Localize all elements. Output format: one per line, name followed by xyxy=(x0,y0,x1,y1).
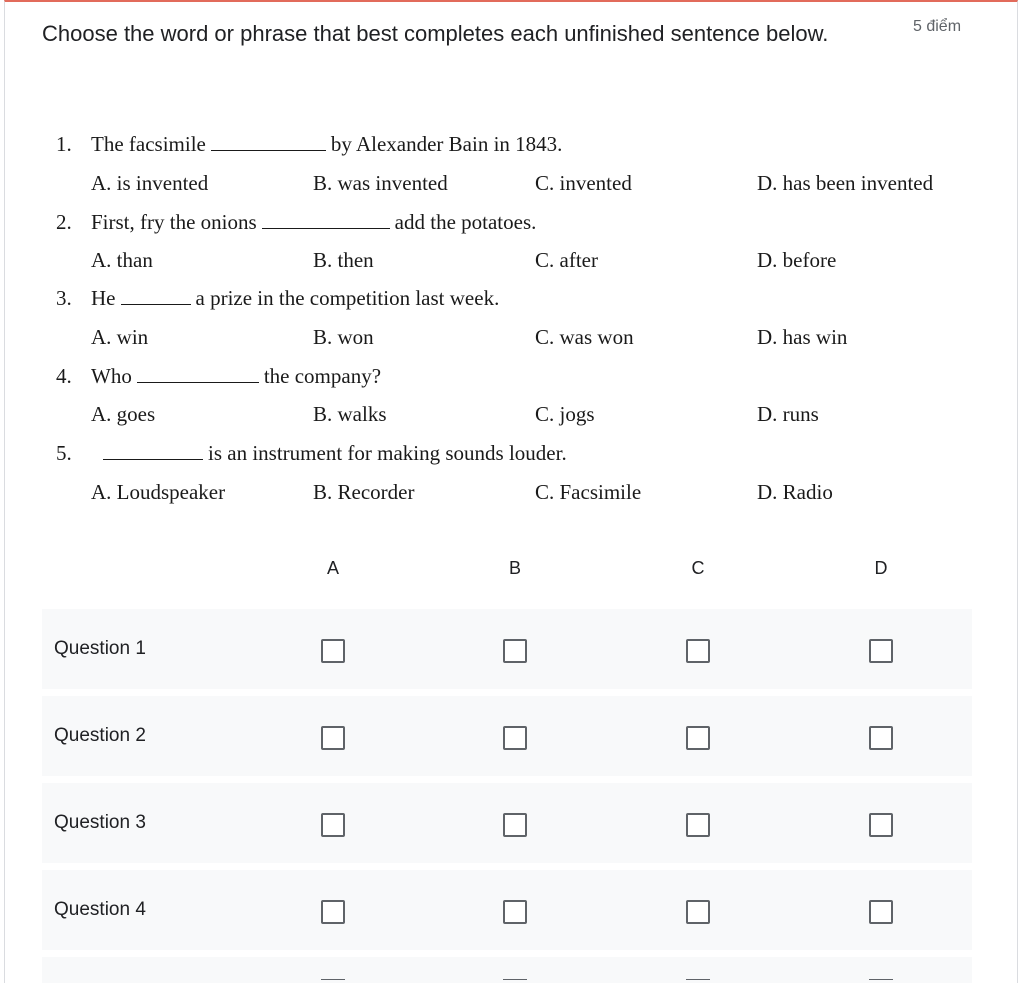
checkbox-q1-b[interactable] xyxy=(503,639,527,663)
item-number: 1. xyxy=(56,132,72,156)
blank-line xyxy=(262,227,390,229)
row-label: Question 2 xyxy=(54,725,146,746)
checkbox-q2-d[interactable] xyxy=(869,726,893,750)
row-label: Question 1 xyxy=(54,638,146,659)
checkbox-q2-c[interactable] xyxy=(686,726,710,750)
checkbox-q3-c[interactable] xyxy=(686,813,710,837)
checkbox-top-edge[interactable] xyxy=(503,979,527,980)
column-header-a: A xyxy=(326,558,339,578)
question-title: Choose the word or phrase that best completes each unfinished sentence below. xyxy=(42,21,829,46)
item-stem xyxy=(91,364,381,389)
option-c: C. was won xyxy=(535,325,634,349)
grid-row-question-3 xyxy=(42,783,972,863)
option-d: D. Radio xyxy=(757,480,833,504)
option-d: D. has win xyxy=(757,325,848,349)
checkbox-q1-c[interactable] xyxy=(686,639,710,663)
points-label: 5 điểm xyxy=(913,18,962,35)
grid-row-question-1 xyxy=(42,609,972,689)
checkbox-top-edge[interactable] xyxy=(321,979,345,980)
item-stem xyxy=(91,210,536,235)
option-b: B. Recorder xyxy=(313,480,415,504)
option-b: B. then xyxy=(313,248,374,272)
checkbox-q3-a[interactable] xyxy=(321,813,345,837)
option-c: C. jogs xyxy=(535,402,595,426)
option-a: A. than xyxy=(91,248,153,272)
stem-before: Who xyxy=(91,364,132,388)
item-stem xyxy=(91,132,562,157)
grid-row-question-2 xyxy=(42,696,972,776)
item-stem xyxy=(91,441,567,466)
checkbox-top-edge[interactable] xyxy=(869,979,893,980)
checkbox-q3-b[interactable] xyxy=(503,813,527,837)
stem-after: add the potatoes. xyxy=(394,210,537,234)
grid-row-partial xyxy=(42,957,972,983)
column-header-c: C xyxy=(691,558,705,578)
option-a: A. is invented xyxy=(91,171,209,195)
checkbox-q1-a[interactable] xyxy=(321,639,345,663)
blank-line xyxy=(121,303,191,305)
stem-after: is an instrument for making sounds louder. xyxy=(208,441,567,465)
option-a: A. win xyxy=(91,325,149,349)
checkbox-q2-b[interactable] xyxy=(503,726,527,750)
row-label: Question 4 xyxy=(54,899,146,920)
option-c: C. invented xyxy=(535,171,632,195)
blank-line xyxy=(211,149,326,151)
checkbox-top-edge[interactable] xyxy=(686,979,710,980)
option-d: D. runs xyxy=(757,402,819,426)
option-b: B. won xyxy=(313,325,374,349)
option-d: D. has been invented xyxy=(757,171,934,195)
item-number: 4. xyxy=(56,364,72,388)
column-header-b: B xyxy=(508,558,521,578)
stem-after: by Alexander Bain in 1843. xyxy=(330,132,563,156)
option-c: C. after xyxy=(535,248,598,272)
checkbox-q1-d[interactable] xyxy=(869,639,893,663)
stem-before: First, fry the onions xyxy=(91,210,257,234)
checkbox-q4-c[interactable] xyxy=(686,900,710,924)
stem-before: The facsimile xyxy=(91,132,206,156)
option-a: A. goes xyxy=(91,402,156,426)
option-a: A. Loudspeaker xyxy=(91,480,226,504)
stem-after: a prize in the competition last week. xyxy=(195,286,500,310)
checkbox-q4-d[interactable] xyxy=(869,900,893,924)
item-stem xyxy=(91,286,499,311)
stem-after: the company? xyxy=(263,364,382,388)
grid-row-question-4 xyxy=(42,870,972,950)
blank-line xyxy=(137,381,259,383)
stem-before: He xyxy=(91,286,116,310)
item-number: 3. xyxy=(56,286,72,310)
checkbox-q3-d[interactable] xyxy=(869,813,893,837)
option-d: D. before xyxy=(757,248,837,272)
option-b: B. walks xyxy=(313,402,387,426)
checkbox-q2-a[interactable] xyxy=(321,726,345,750)
option-b: B. was invented xyxy=(313,171,448,195)
column-header-d: D xyxy=(874,558,888,578)
checkbox-q4-b[interactable] xyxy=(503,900,527,924)
option-c: C. Facsimile xyxy=(535,480,642,504)
blank-line xyxy=(103,458,203,460)
checkbox-q4-a[interactable] xyxy=(321,900,345,924)
row-label: Question 3 xyxy=(54,812,146,833)
item-number: 5. xyxy=(56,441,72,465)
item-number: 2. xyxy=(56,210,72,234)
